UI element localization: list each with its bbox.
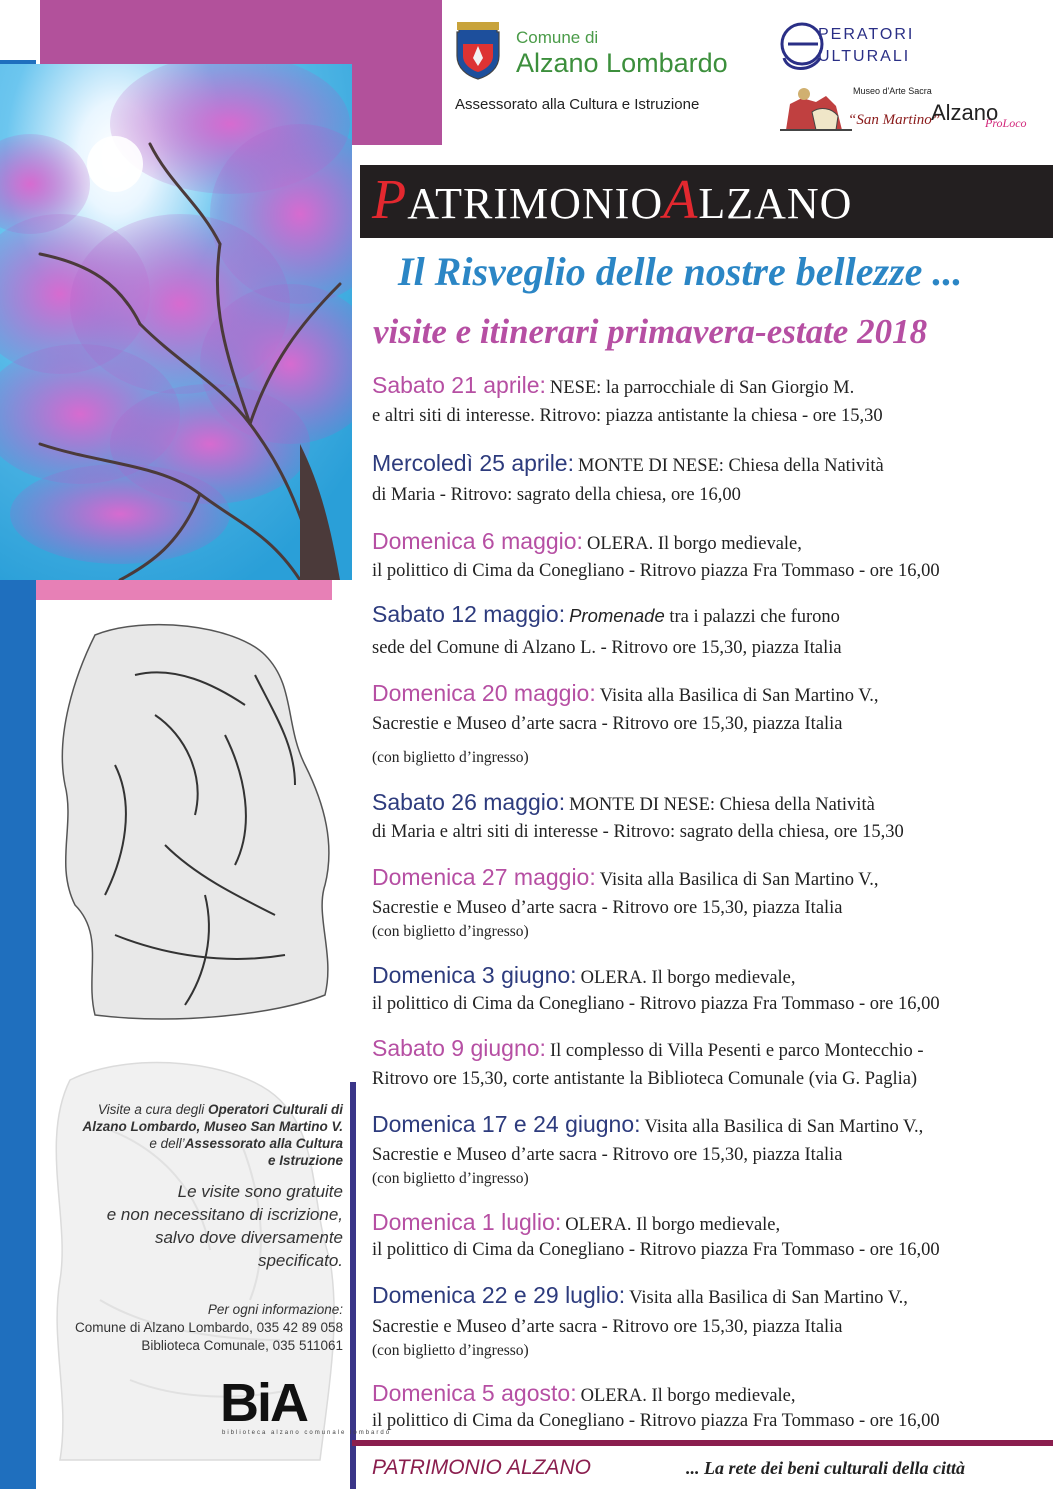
event-desc: Visita alla Basilica di San Martino V., [599, 686, 879, 706]
event-item [372, 962, 796, 989]
title-cap-a: A [663, 169, 699, 231]
event-desc: NESE: la parrocchiale di San Giorgio M. [549, 378, 855, 398]
event-desc: MONTE DI NESE: Chiesa della Natività [578, 456, 884, 476]
operatori-line2: ULTURALI [818, 48, 911, 65]
event-desc: OLERA. Il borgo medievale, [580, 968, 796, 988]
event-date: Domenica 17 e 24 giugno [372, 1111, 635, 1137]
subtitle-season: visite e itinerari primavera-estate 2018 [373, 312, 928, 351]
assessorato-label: Assessorato alla Cultura e Istruzione [455, 96, 700, 113]
event-item [372, 1035, 924, 1062]
info-text-bold: Assessorato alla Cultura [184, 1136, 343, 1151]
event-desc: OLERA. Il borgo medievale, [580, 1386, 796, 1406]
event-item [372, 1380, 796, 1407]
event-item [372, 450, 884, 477]
event-note: (con biglietto d’ingresso) [372, 1342, 529, 1359]
title-word1-rest: ATRIMONIO [407, 179, 664, 228]
event-item [372, 1282, 908, 1309]
event-date: Mercoledì 25 aprile: [372, 450, 574, 476]
operatori-line1: PERATORI [818, 26, 915, 43]
event-details: il polittico di Cima da Conegliano - Ritrovo piazza Fra Tommaso - ore 16,00 [372, 561, 940, 581]
event-desc-italic: Promenade [569, 605, 665, 626]
event-date: Domenica 27 maggio: [372, 864, 596, 890]
event-item [372, 528, 802, 555]
event-note: (con biglietto d’ingresso) [372, 749, 529, 766]
event-desc: Visita alla Basilica di San Martino V., [644, 1117, 924, 1137]
alzano-proloco-logo: Alzano [931, 100, 999, 125]
event-desc: Visita alla Basilica di San Martino V., [599, 870, 879, 890]
event-date: Domenica 20 maggio: [372, 680, 596, 706]
info-free-line2: e non necessitano di iscrizione, [106, 1205, 343, 1224]
comune-name: Alzano Lombardo [516, 48, 728, 78]
footer-tagline: ... La rete dei beni culturali della città [686, 1458, 965, 1478]
comune-label: Comune di [516, 28, 599, 47]
event-date: Domenica 22 e 29 luglio [372, 1282, 619, 1308]
info-text: e dell’ [149, 1136, 185, 1151]
event-item [372, 1209, 780, 1236]
event-desc: OLERA. Il borgo medievale, [586, 534, 802, 554]
event-date-colon: : [618, 1282, 626, 1308]
blossom-tree-photo [0, 64, 352, 580]
info-contact-biblioteca: Biblioteca Comunale, 035 511061 [141, 1338, 343, 1353]
event-item [372, 789, 875, 816]
info-text: Visite a cura degli [97, 1102, 205, 1117]
info-contacts-heading: Per ogni informazione: [207, 1302, 343, 1317]
event-desc: MONTE DI NESE: Chiesa della Natività [569, 795, 875, 815]
event-details: di Maria - Ritrovo: sagrato della chiesa, ore 16,00 [372, 485, 741, 505]
event-date: Domenica 1 luglio [372, 1209, 555, 1235]
event-date-colon: : [570, 1380, 577, 1406]
event-item [372, 601, 840, 628]
event-date: Domenica 5 agosto [372, 1380, 571, 1406]
sculpture-sketch [55, 615, 345, 1035]
event-details: Ritrovo ore 15,30, corte antistante la Biblioteca Comunale (via G. Paglia) [372, 1069, 918, 1089]
info-free-line4: specificato. [257, 1251, 343, 1270]
bia-logo-subtitle: biblioteca alzano comunale lombardo [222, 1430, 392, 1436]
event-item [372, 1111, 923, 1138]
event-item [372, 680, 879, 707]
event-item [372, 372, 854, 399]
info-curators-line3 [149, 1136, 343, 1151]
event-desc: OLERA. Il borgo medievale, [565, 1215, 781, 1235]
event-date: Domenica 6 maggio: [372, 528, 583, 554]
info-curators-line2: Alzano Lombardo, Museo San Martino V. [82, 1119, 343, 1134]
footer-title: PATRIMONIO ALZANO [372, 1456, 591, 1479]
event-date: Sabato 26 maggio: [372, 789, 566, 815]
event-details: Sacrestie e Museo d’arte sacra - Ritrovo ore 15,30, piazza Italia [372, 898, 843, 918]
event-details: il polittico di Cima da Conegliano - Ritrovo piazza Fra Tommaso - ore 16,00 [372, 1411, 940, 1431]
museo-label: Museo d'Arte Sacra [853, 86, 932, 96]
event-details: e altri siti di interesse. Ritrovo: piazza antistante la chiesa - ore 15,30 [372, 406, 883, 426]
info-curators-line1 [98, 1102, 343, 1117]
info-contact-comune: Comune di Alzano Lombardo, 035 42 89 058 [75, 1320, 343, 1335]
pink-strip [36, 580, 332, 600]
event-date: Sabato 9 giugno: [372, 1035, 546, 1061]
info-curators-line4: e Istruzione [267, 1153, 343, 1168]
event-details: il polittico di Cima da Conegliano - Ritrovo piazza Fra Tommaso - ore 16,00 [372, 994, 940, 1014]
event-details: Sacrestie e Museo d’arte sacra - Ritrovo ore 15,30, piazza Italia [372, 1145, 843, 1165]
event-note: (con biglietto d’ingresso) [372, 1170, 529, 1187]
event-date: Sabato 12 maggio: [372, 601, 566, 627]
event-note: (con biglietto d’ingresso) [372, 923, 529, 940]
bia-logo: BiA [220, 1373, 307, 1433]
event-item [372, 864, 879, 891]
event-date-colon: : [634, 1111, 641, 1137]
event-date: Sabato 21 aprile: [372, 372, 546, 398]
event-details: di Maria e altri siti di interesse - Ritrovo: sagrato della chiesa, ore 15,30 [372, 822, 904, 842]
event-details: Sacrestie e Museo d’arte sacra - Ritrovo ore 15,30, piazza Italia [372, 1317, 843, 1337]
vertical-accent-line [350, 1082, 356, 1489]
info-free-line1: Le visite sono gratuite [177, 1182, 343, 1201]
comune-crest-icon [453, 22, 503, 80]
event-desc: Visita alla Basilica di San Martino V., [629, 1288, 908, 1308]
title-cap-p: P [372, 169, 408, 231]
main-title [372, 168, 852, 232]
museo-name: “San Martino” [848, 112, 941, 128]
info-free-line3: salvo dove diversamente [154, 1228, 343, 1247]
info-text-bold: Operatori Culturali di [207, 1102, 343, 1117]
proloco-label: ProLoco [985, 116, 1027, 130]
subtitle-risveglio: Il Risveglio delle nostre bellezze ... [398, 249, 963, 294]
event-desc: Il complesso di Villa Pesenti e parco Montecchio - [549, 1041, 924, 1061]
event-details: il polittico di Cima da Conegliano - Ritrovo piazza Fra Tommaso - ore 16,00 [372, 1240, 940, 1260]
event-details: sede del Comune di Alzano L. - Ritrovo ore 15,30, piazza Italia [372, 638, 842, 658]
event-date: Domenica 3 giugno: [372, 962, 577, 988]
footer-divider [352, 1440, 1053, 1446]
event-details: Sacrestie e Museo d’arte sacra - Ritrovo ore 15,30, piazza Italia [372, 714, 843, 734]
title-word2-rest: LZANO [698, 179, 853, 228]
event-desc: tra i palazzi che furono [669, 607, 840, 627]
event-date-colon: : [554, 1209, 562, 1235]
